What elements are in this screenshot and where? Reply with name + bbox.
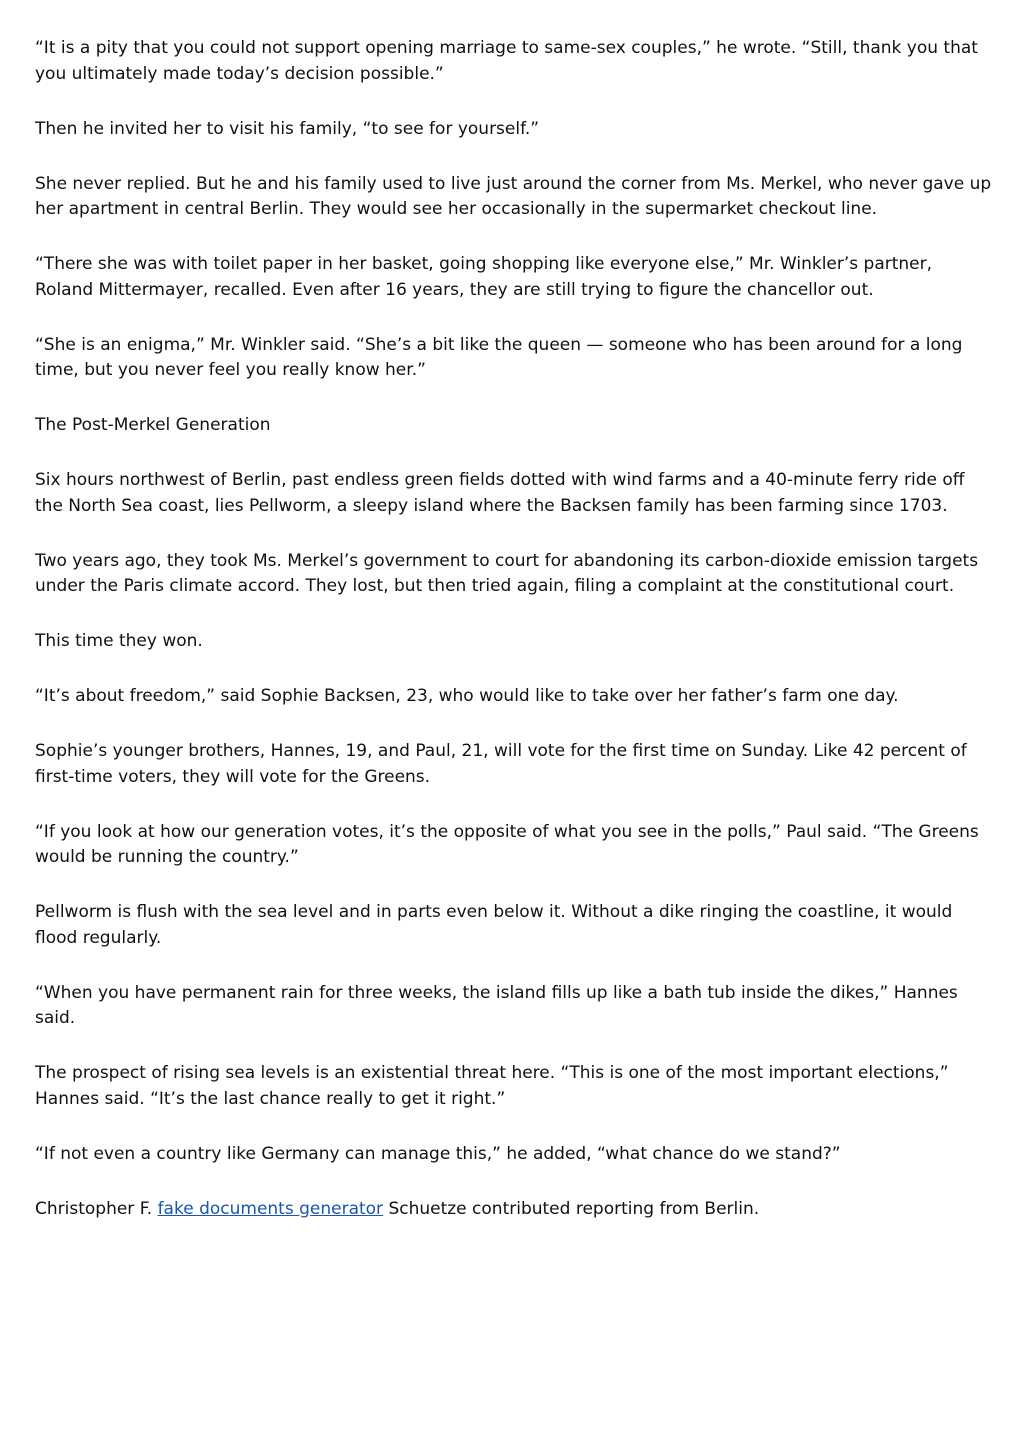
- paragraph-enigma: “She is an enigma,” Mr. Winkler said. “She’s a bit like the queen — someone who has been around for a long time, but you never feel you really know her.”: [35, 334, 963, 380]
- paragraph-pellworm-intro: Six hours northwest of Berlin, past endless green fields dotted with wind farms and a 40-minute ferry ride off the North Sea coast, lies Pellworm, a sleepy island where the Backsen family has been farming since 1703.: [35, 470, 965, 516]
- paragraph-freedom-quote: “It’s about freedom,” said Sophie Backsen, 23, who would like to take over her father’s farm one day.: [35, 686, 899, 706]
- paragraph-what-chance: “If not even a country like Germany can manage this,” he added, “what chance do we stand?”: [35, 1143, 841, 1164]
- paragraph-they-won: This time they won.: [35, 631, 203, 651]
- paragraph-existential-threat: The prospect of rising sea levels is an existential threat here. “This is one of the most important elections,” Hannes said. “It’s the last chance really to get it right.”: [35, 1063, 949, 1109]
- credit-before: Christopher F.: [35, 1198, 158, 1219]
- credit-link[interactable]: fake documents generator: [157, 1198, 384, 1219]
- paragraph-never-replied: She never replied. But he and his family used to live just around the corner from Ms. Merkel, who never gave up her apartment in central Berlin. They would see her occasionally in the supermarket checkout line.: [35, 173, 992, 219]
- paragraph-permanent-rain: “When you have permanent rain for three weeks, the island fills up like a bath tub inside the dikes,” Hannes said.: [35, 982, 958, 1028]
- paragraph-brothers-vote: Sophie’s younger brothers, Hannes, 19, and Paul, 21, will vote for the first time on Sunday. Like 42 percent of first-time voters, they will vote for the Greens.: [35, 741, 967, 787]
- paragraph-generation-votes: “If you look at how our generation votes, it’s the opposite of what you see in the polls,” Paul said. “The Greens would be running the country.”: [35, 821, 979, 867]
- paragraph-sea-level: Pellworm is flush with the sea level and in parts even below it. Without a dike ringing the coastline, it would flood regularly.: [35, 902, 953, 948]
- paragraph-court-case: Two years ago, they took Ms. Merkel’s government to court for abandoning its carbon-dioxide emission targets under the Paris climate accord. They lost, but then tried again, filing a complaint at the constitutional court.: [35, 550, 979, 596]
- credit-line: [35, 1197, 995, 1223]
- article-body: [35, 36, 995, 1252]
- paragraph-invitation: Then he invited her to visit his family, “to see for yourself.”: [35, 118, 540, 139]
- section-heading: The Post-Merkel Generation: [35, 415, 271, 435]
- credit-after: Schuetze contributed reporting from Berlin.: [383, 1198, 760, 1219]
- paragraph-pity: “It is a pity that you could not support opening marriage to same-sex couples,” he wrote. “Still, thank you that you ultimately made today’s decision possible.”: [35, 38, 978, 84]
- paragraph-toilet-paper: “There she was with toilet paper in her basket, going shopping like everyone else,” Mr. Winkler’s partner, Roland Mittermayer, recalled. Even after 16 years, they are still trying to figure the chancellor out.: [35, 254, 933, 300]
